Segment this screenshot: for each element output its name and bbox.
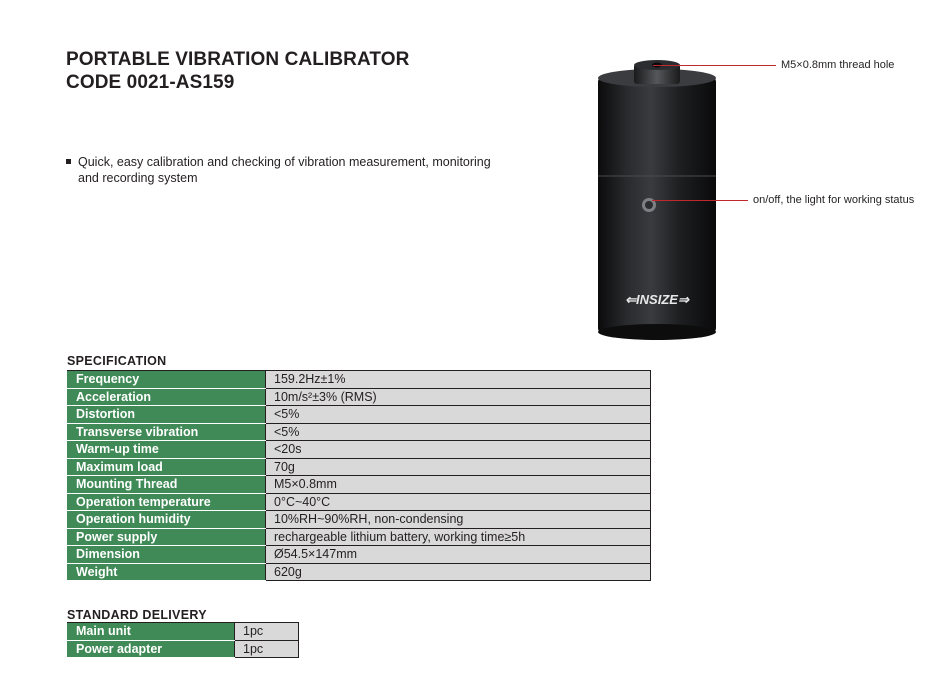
row-label: Acceleration (68, 388, 266, 406)
product-title (66, 48, 409, 94)
switch-callout: on/off, the light for working status (753, 194, 915, 206)
table-row (68, 623, 299, 641)
row-value: <20s (266, 441, 651, 459)
row-value: rechargeable lithium battery, working time≥5h (266, 528, 651, 546)
row-value: 10m/s²±3% (RMS) (266, 388, 651, 406)
title-name: PORTABLE VIBRATION CALIBRATOR (66, 49, 410, 70)
row-label: Mounting Thread (68, 476, 266, 494)
table-row (68, 458, 651, 476)
switch-callout-line (652, 200, 748, 201)
row-label: Frequency (68, 371, 266, 389)
row-label: Warm-up time (68, 441, 266, 459)
specification-heading: SPECIFICATION (67, 354, 167, 368)
row-value: 0°C~40°C (266, 493, 651, 511)
table-row (68, 423, 651, 441)
row-value: M5×0.8mm (266, 476, 651, 494)
row-label: Operation temperature (68, 493, 266, 511)
table-row (68, 563, 651, 581)
row-label: Power supply (68, 528, 266, 546)
row-value: 10%RH~90%RH, non-condensing (266, 511, 651, 529)
row-label: Distortion (68, 406, 266, 424)
row-label: Power adapter (68, 640, 235, 658)
table-row (68, 406, 651, 424)
brand-logo: ⇐INSIZE⇒ (625, 292, 689, 307)
thread-callout-line (653, 65, 776, 66)
table-row (68, 441, 651, 459)
table-row (68, 388, 651, 406)
table-row (68, 371, 651, 389)
bullet-square-icon (66, 159, 71, 164)
row-value: 159.2Hz±1% (266, 371, 651, 389)
table-row (68, 493, 651, 511)
table-row (68, 476, 651, 494)
row-label: Transverse vibration (68, 423, 266, 441)
title-code: CODE 0021-AS159 (66, 72, 235, 93)
specification-table (67, 370, 651, 581)
row-value: 620g (266, 563, 651, 581)
row-label: Dimension (68, 546, 266, 564)
table-row (68, 528, 651, 546)
row-label: Operation humidity (68, 511, 266, 529)
row-value: <5% (266, 406, 651, 424)
table-row (68, 511, 651, 529)
delivery-table (67, 622, 299, 658)
row-label: Main unit (68, 623, 235, 641)
feature-bullet (66, 154, 506, 186)
row-value: Ø54.5×147mm (266, 546, 651, 564)
row-value: <5% (266, 423, 651, 441)
row-label: Weight (68, 563, 266, 581)
table-row (68, 640, 299, 658)
row-value: 1pc (235, 623, 299, 641)
row-value: 1pc (235, 640, 299, 658)
table-row (68, 546, 651, 564)
thread-callout: M5×0.8mm thread hole (781, 59, 895, 71)
row-value: 70g (266, 458, 651, 476)
row-label: Maximum load (68, 458, 266, 476)
feature-text: Quick, easy calibration and checking of vibration measurement, monitoring and recording system (78, 155, 491, 185)
delivery-heading: STANDARD DELIVERY (67, 608, 207, 622)
